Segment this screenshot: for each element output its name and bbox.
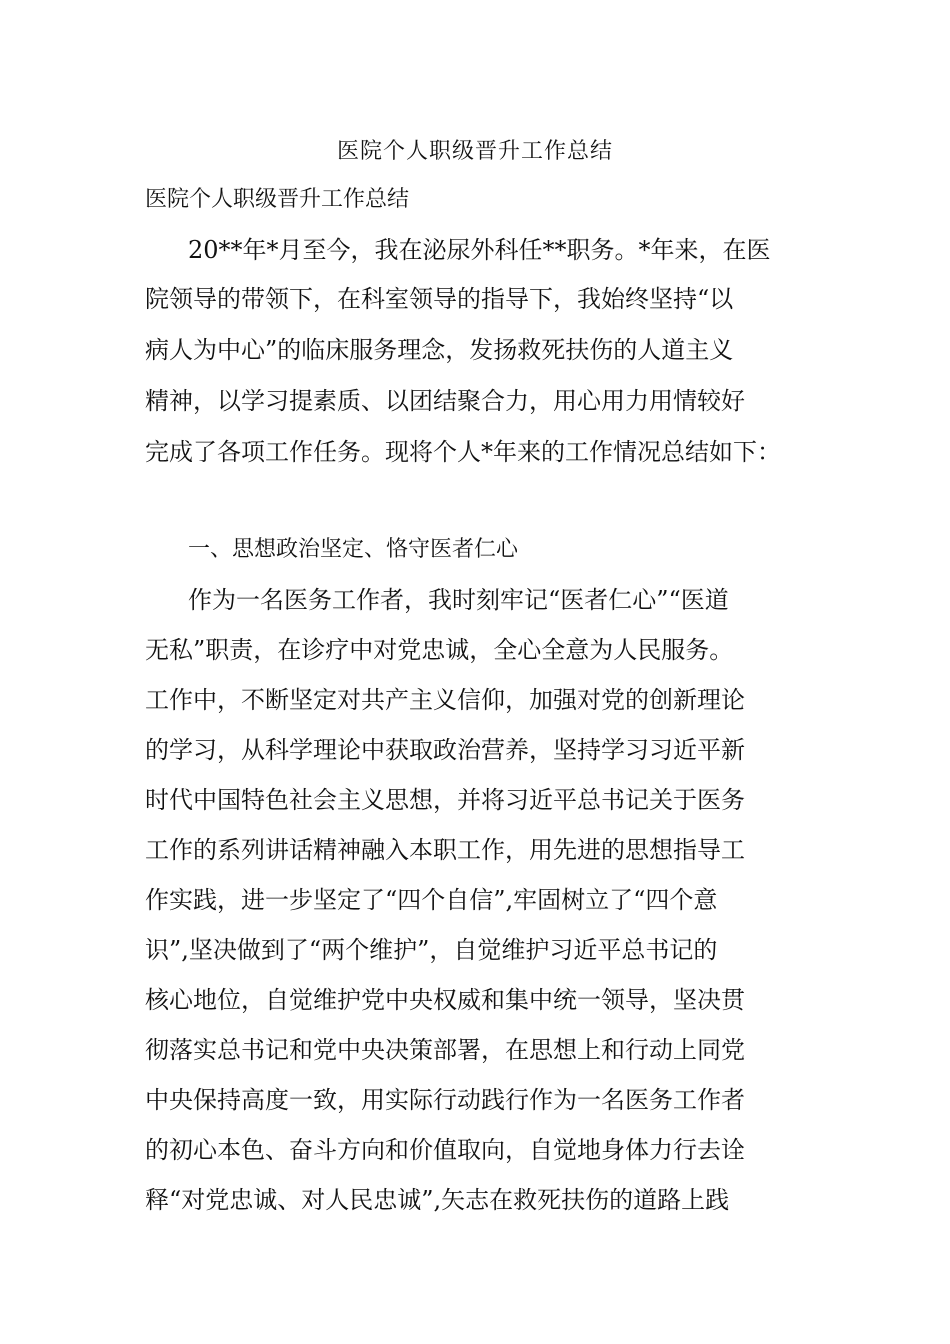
intro-line: 精神，以学习提素质、以团结聚合力，用心用力用情较好 — [145, 387, 745, 415]
body-line: 工作中，不断坚定对共产主义信仰，加强对党的创新理论 — [145, 686, 745, 714]
body-line: 识”,坚决做到了“两个维护”，自觉维护习近平总书记的 — [145, 936, 718, 964]
document-title: 医院个人职级晋升工作总结 — [336, 139, 613, 164]
body-line: 释“对党忠诚、对人民忠诚”,矢志在救死扶伤的道路上践 — [145, 1186, 730, 1214]
body-line: 时代中国特色社会主义思想，并将习近平总书记关于医务 — [145, 786, 745, 814]
intro-line: 病人为中心”的临床服务理念，发扬救死扶伤的人道主义 — [145, 336, 734, 364]
intro-line: 20**年*月至今，我在泌尿外科任**职务。*年来，在医 — [188, 236, 771, 264]
body-line: 无私”职责，在诊疗中对党忠诚，全心全意为人民服务。 — [145, 636, 734, 664]
body-line: 核心地位，自觉维护党中央权威和集中统一领导，坚决贯 — [145, 986, 745, 1014]
body-line: 作实践，进一步坚定了“四个自信”,牢固树立了“四个意 — [145, 886, 718, 914]
body-line: 彻落实总书记和党中央决策部署，在思想上和行动上同党 — [145, 1036, 745, 1064]
body-line: 中央保持高度一致，用实际行动践行作为一名医务工作者 — [145, 1086, 745, 1114]
document-subtitle: 医院个人职级晋升工作总结 — [145, 187, 410, 212]
body-line: 的初心本色、奋斗方向和价值取向，自觉地身体力行去诠 — [145, 1136, 745, 1164]
body-line: 的学习，从科学理论中获取政治营养，坚持学习习近平新 — [145, 736, 745, 764]
intro-line: 完成了各项工作任务。现将个人*年来的工作情况总结如下： — [145, 438, 781, 466]
section-heading: 一、思想政治坚定、恪守医者仁心 — [188, 537, 519, 562]
body-line: 工作的系列讲话精神融入本职工作，用先进的思想指导工 — [145, 836, 745, 864]
body-line: 作为一名医务工作者，我时刻牢记“医者仁心”“医道 — [188, 586, 729, 614]
intro-line: 院领导的带领下，在科室领导的指导下，我始终坚持“以 — [145, 285, 734, 313]
